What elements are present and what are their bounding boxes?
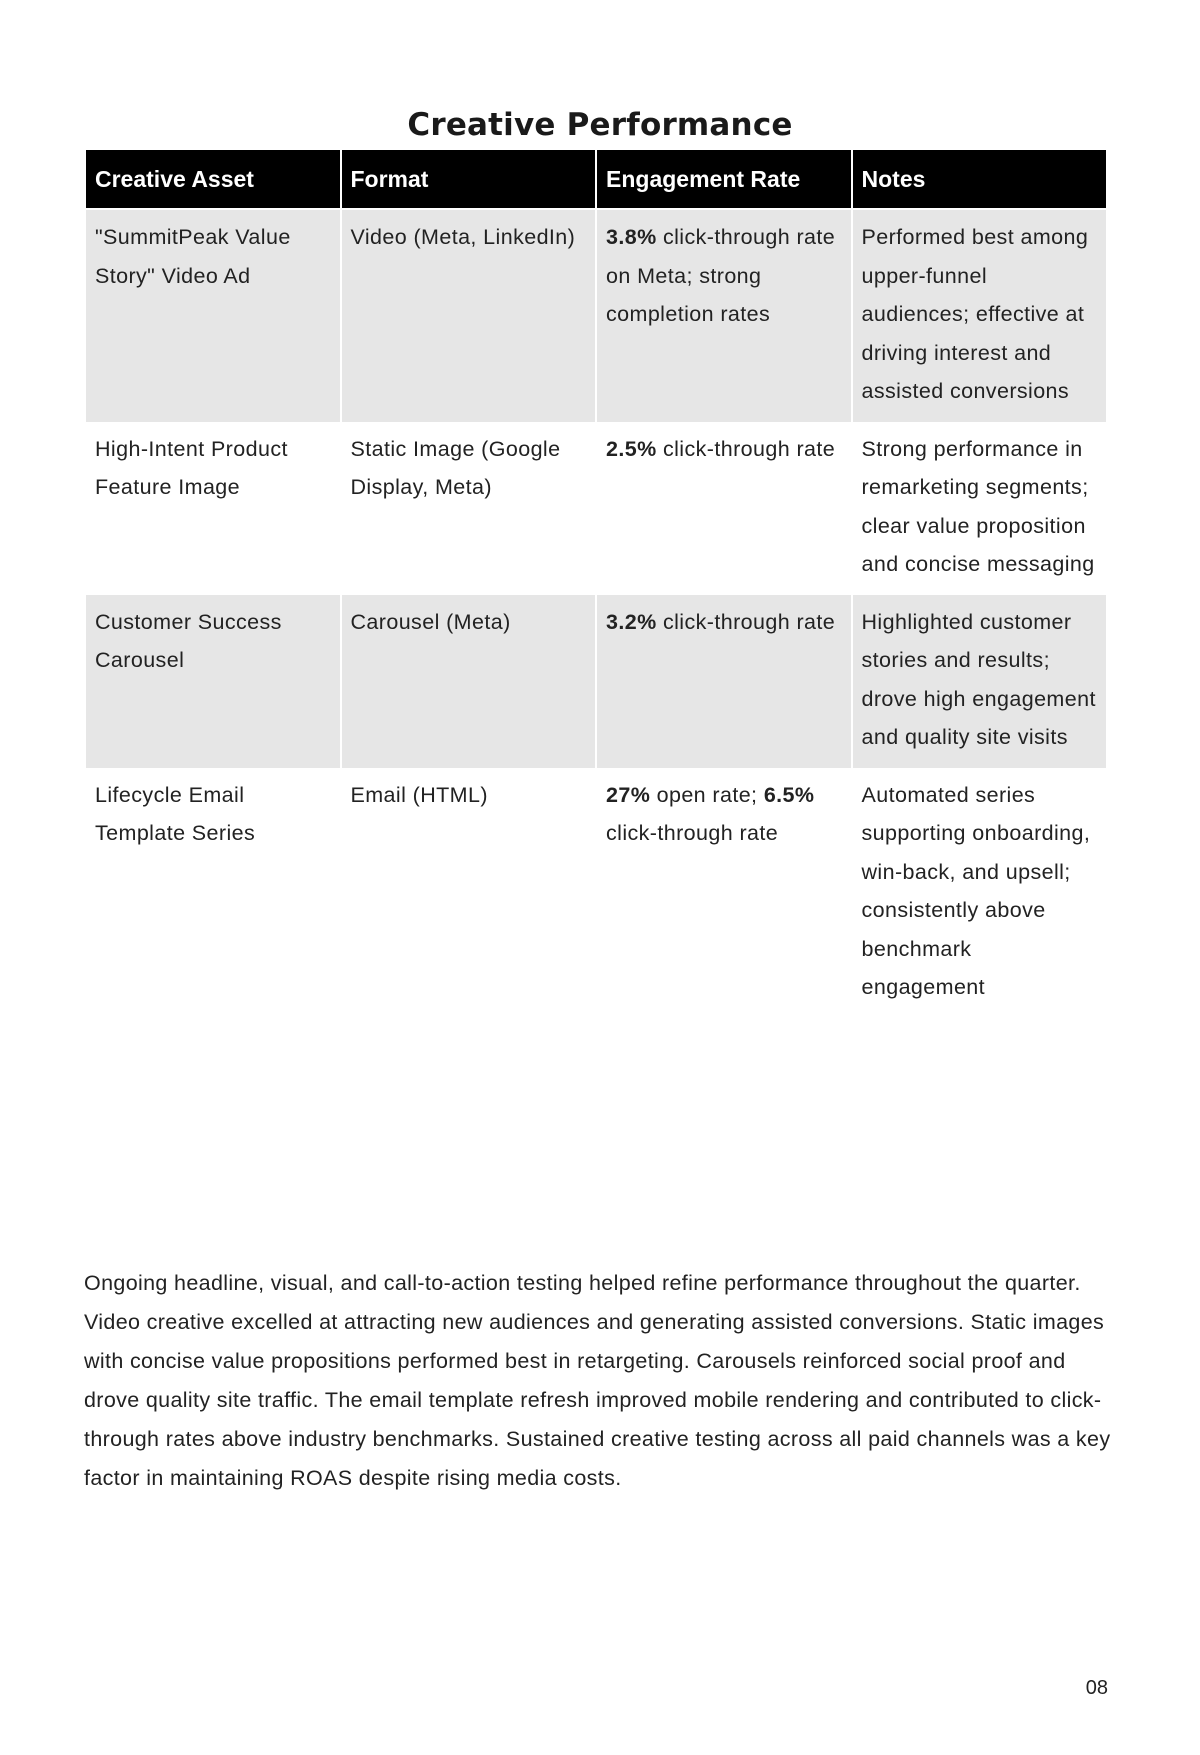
cell-engagement-rate bbox=[597, 595, 851, 768]
engagement-text: click-through rate bbox=[656, 436, 836, 461]
cell-engagement-rate bbox=[597, 422, 851, 595]
cell-creative-asset: High-Intent Product Feature Image bbox=[86, 422, 340, 595]
cell-engagement-rate bbox=[597, 210, 851, 422]
engagement-text: open rate; bbox=[650, 782, 764, 807]
engagement-value: 2.5% bbox=[606, 436, 657, 461]
engagement-text: click-through rate on Meta; strong completion rates bbox=[606, 225, 836, 326]
table-row bbox=[86, 595, 1106, 768]
cell-notes: Highlighted customer stories and results; drove high engagement and quality site visits bbox=[853, 595, 1107, 768]
column-header-notes: Notes bbox=[853, 150, 1107, 210]
cell-notes: Strong performance in remarketing segments; clear value proposition and concise messaging bbox=[853, 422, 1107, 595]
cell-creative-asset: Customer Success Carousel bbox=[86, 595, 340, 768]
table-row bbox=[86, 422, 1106, 595]
cell-creative-asset: Lifecycle Email Template Series bbox=[86, 768, 340, 1018]
cell-notes: Automated series supporting onboarding, win-back, and upsell; consistently above benchmark engagement bbox=[853, 768, 1107, 1018]
cell-engagement-rate bbox=[597, 768, 851, 1018]
cell-format: Carousel (Meta) bbox=[342, 595, 596, 768]
column-header-format: Format bbox=[342, 150, 596, 210]
engagement-value: 27% bbox=[606, 782, 651, 807]
engagement-value: 6.5% bbox=[763, 782, 815, 807]
column-header-engagement-rate: Engagement Rate bbox=[597, 150, 851, 210]
table-row bbox=[86, 210, 1106, 422]
cell-notes: Performed best among upper-funnel audiences; effective at driving interest and assisted conversions bbox=[853, 210, 1107, 422]
table-header-row bbox=[86, 150, 1106, 210]
engagement-value: 3.2% bbox=[606, 609, 657, 634]
cell-format: Video (Meta, LinkedIn) bbox=[342, 210, 596, 422]
cell-format: Static Image (Google Display, Meta) bbox=[342, 422, 596, 595]
column-header-creative-asset: Creative Asset bbox=[86, 150, 340, 210]
page-number: 08 bbox=[1085, 1677, 1108, 1699]
creative-performance-table bbox=[84, 150, 1108, 1018]
engagement-text: click-through rate bbox=[656, 609, 836, 634]
engagement-text: click-through rate bbox=[606, 821, 779, 845]
cell-creative-asset: "SummitPeak Value Story" Video Ad bbox=[86, 210, 340, 422]
cell-format: Email (HTML) bbox=[342, 768, 596, 1018]
page-title: Creative Performance bbox=[407, 106, 793, 143]
table-row bbox=[86, 768, 1106, 1018]
summary-paragraph: Ongoing headline, visual, and call-to-action testing helped refine performance throughout the quarter. Video creative excelled at attracting new audiences and generating assisted conversions. Static images with concise value propositions performed best in retargeting. Carousels reinforced social proof and drove quality site traffic. The email template refresh improved mobile rendering and contributed to click-through rates above industry benchmarks. Sustained creative testing across all paid channels was a key factor in maintaining ROAS despite rising media costs. bbox=[84, 1271, 1111, 1490]
engagement-value: 3.8% bbox=[606, 225, 657, 249]
